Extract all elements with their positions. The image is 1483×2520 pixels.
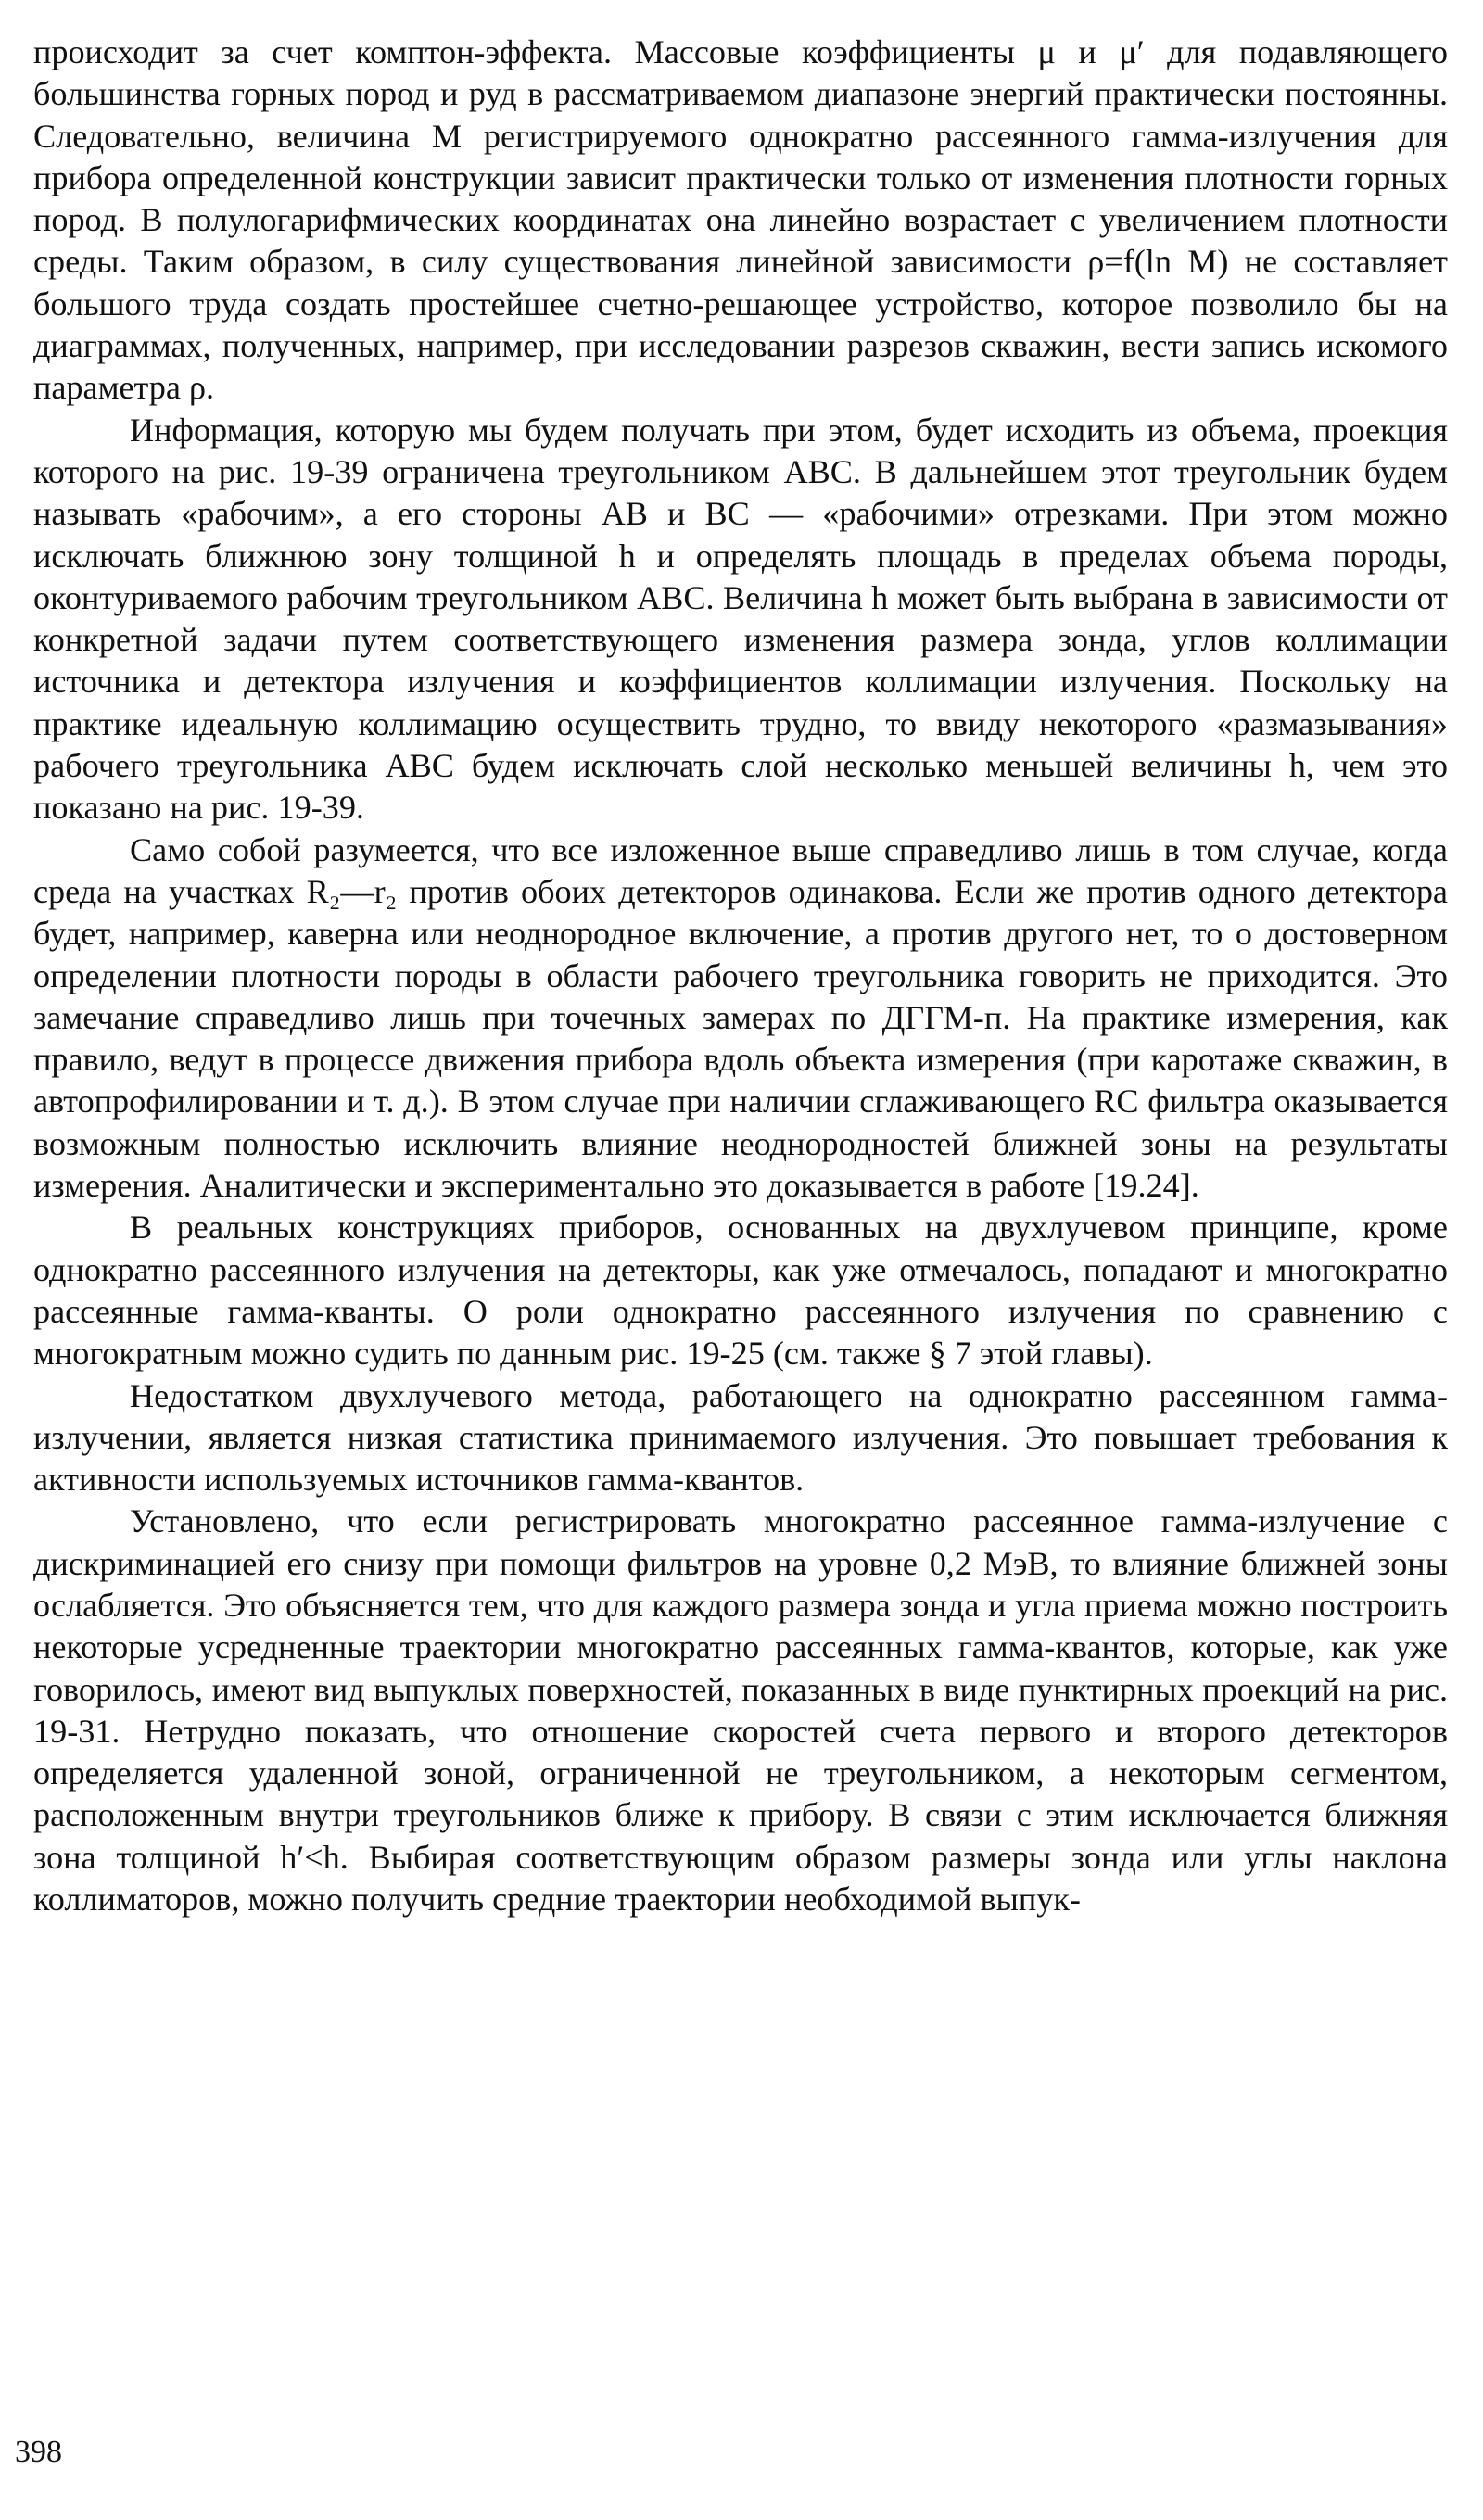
page-number: 398	[15, 2435, 62, 2469]
document-page	[33, 32, 1448, 2497]
paragraph-compton-density: происходит за счет комптон-эффекта. Массовые коэффициенты μ и μ′ для подавляющего большинства горных пород и руд в рассматриваемом диапазоне энергий практически постоянны. Следовательно, величина M регистрируемого однократно рассеянного гамма-излучения для прибора определенной конструкции зависит практически только от изменения плотности горных пород. В полулогарифмических координатах она линейно возрастает с увеличением плотности среды. Таким образом, в силу существования линейной зависимости ρ=f(ln M) не составляет большого труда создать простейшее счетно-решающее устройство, которое позволило бы на диаграммах, полученных, например, при исследовании разрезов скважин, вести запись искомого параметра ρ.	[33, 33, 1448, 407]
paragraph-method-drawback: Недостатком двухлучевого метода, работающего на однократно рассеянном гамма-излучении, является низкая статистика принимаемого излучения. Это повышает требования к активности используемых источников гамма-квантов.	[33, 1376, 1448, 1499]
paragraph-real-instruments: В реальных конструкциях приборов, основанных на двухлучевом принципе, кроме однократно рассеянного излучения на детекторы, как уже отмечалось, попадают и многократно рассеянные гамма-кванты. О роли однократно рассеянного излучения по сравнению с многократным можно судить по данным рис. 19-25 (см. также § 7 этой главы).	[33, 1209, 1448, 1373]
paragraph-multiple-scattering: Установлено, что если регистрировать многократно рассеянное гамма-излучение с дискриминацией его снизу при помощи фильтров на уровне 0,2 МэВ, то влияние ближней зоны ослабляется. Это объясняется тем, что для каждого размера зонда и угла приема можно построить некоторые усредненные траектории многократно рассеянных гамма-квантов, которые, как уже говорилось, имеют вид выпуклых поверхностей, показанных в виде пунктирных проекций на рис. 19-31. Нетрудно показать, что отношение скоростей счета первого и второго детекторов определяется удаленной зоной, ограниченной не треугольником, а некоторым сегментом, расположенным внутри треугольников ближе к прибору. В связи с этим исключается ближняя зона толщиной h′<h. Выбирая соответствующим образом размеры зонда или углы наклона коллиматоров, можно получить средние траектории необходимой выпук-	[33, 1502, 1448, 1918]
paragraph-working-triangle: Информация, которую мы будем получать при этом, будет исходить из объема, проекция которого на рис. 19-39 ограничена треугольником АВС. В дальнейшем этот треугольник будем называть «рабочим», а его стороны АВ и ВС — «рабочими» отрезками. При этом можно исключать ближнюю зону толщиной h и определять площадь в пределах объема породы, оконтуриваемого рабочим треугольником АВС. Величина h может быть выбрана в зависимости от конкретной задачи путем соответствующего изменения размера зонда, углов коллимации источника и детектора излучения и коэффициентов коллимации излучения. Поскольку на практике идеальную коллимацию осуществить трудно, то ввиду некоторого «размазывания» рабочего треугольника АВС будем исключать слой несколько меньшей величины h, чем это показано на рис. 19-39.	[33, 411, 1448, 827]
paragraph-near-zone-validity: Само собой разумеется, что все изложенное выше справедливо лишь в том случае, когда среда на участках R₂—r₂ против обоих детекторов одинакова. Если же против одного детектора будет, например, каверна или неоднородное включение, а против другого нет, то о достоверном определении плотности породы в области рабочего треугольника говорить не приходится. Это замечание справедливо лишь при точечных замерах по ДГГМ-п. На практике измерения, как правило, ведут в процессе движения прибора вдоль объекта измерения (при каротаже скважин, в автопрофилировании и т. д.). В этом случае при наличии сглаживающего RC фильтра оказывается возможным полностью исключить влияние неоднородностей ближней зоны на результаты измерения. Аналитически и экспериментально это доказывается в работе [19.24].	[33, 830, 1448, 1205]
